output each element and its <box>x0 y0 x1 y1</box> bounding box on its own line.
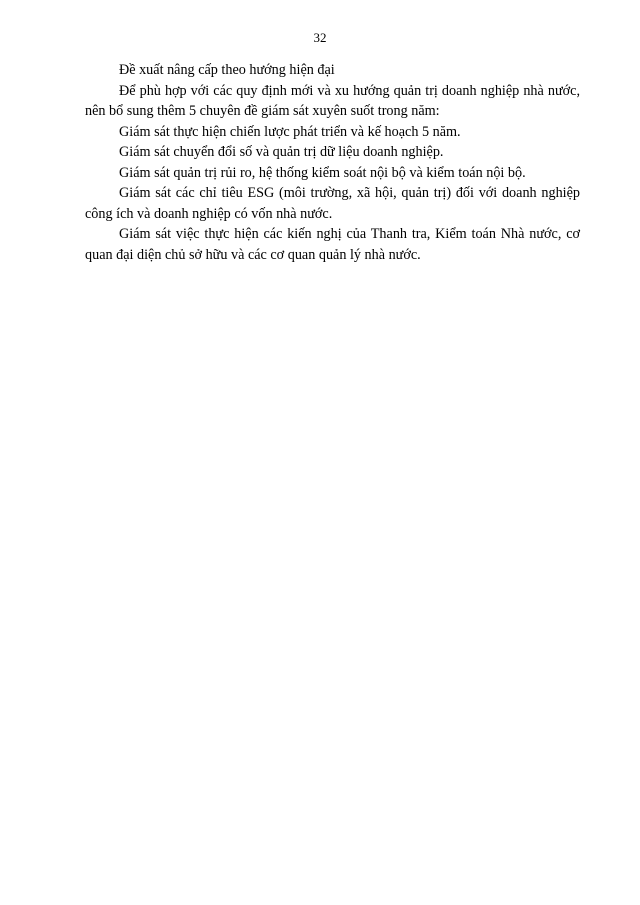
section-heading: Đề xuất nâng cấp theo hướng hiện đại <box>119 62 335 78</box>
list-item-esg: Giám sát các chỉ tiêu ESG (môi trường, xã hội, quản trị) đối với doanh nghiệp công ích và doanh nghiệp có vốn nhà nước. <box>85 185 580 222</box>
list-item-recommendations: Giám sát việc thực hiện các kiến nghị của Thanh tra, Kiểm toán Nhà nước, cơ quan đại diện chủ sở hữu và các cơ quan quản lý nhà nước. <box>85 226 580 263</box>
intro-paragraph: Để phù hợp với các quy định mới và xu hướng quản trị doanh nghiệp nhà nước, nên bổ sung thêm 5 chuyên đề giám sát xuyên suốt trong năm: <box>85 82 580 119</box>
list-item-risk: Giám sát quản trị rủi ro, hệ thống kiểm soát nội bộ và kiểm toán nội bộ. <box>119 164 526 181</box>
list-item-digital: Giám sát chuyển đổi số và quản trị dữ liệu doanh nghiệp. <box>119 144 444 160</box>
list-item-strategy: Giám sát thực hiện chiến lược phát triển và kế hoạch 5 năm. <box>119 123 461 140</box>
page-number: 32 <box>313 30 327 45</box>
document-body <box>85 60 580 265</box>
